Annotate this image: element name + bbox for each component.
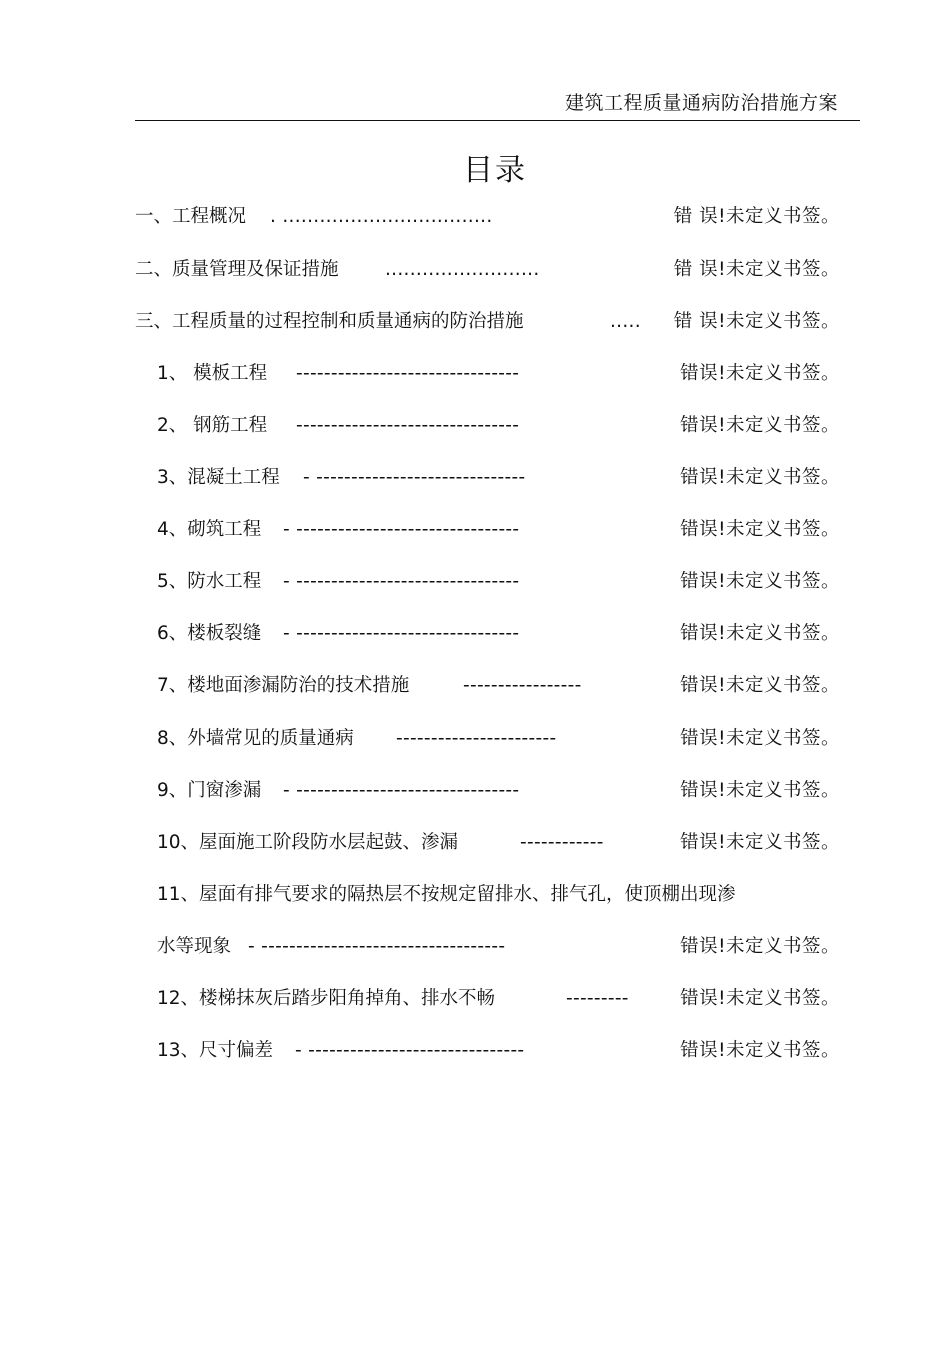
toc-entry-page[interactable]: 错误!未定义书签。 [680,415,840,436]
running-header: 建筑工程质量通病防治措施方案 [564,92,838,114]
toc-entry-page[interactable]: 错误!未定义书签。 [680,832,840,853]
toc-entry-label: 二、质量管理及保证措施 [135,259,339,280]
toc-entry-label: 2、 钢筋工程 [157,415,268,436]
toc-entry-label: 9、门窗渗漏 [157,780,262,801]
toc-entry[interactable] [0,724,950,754]
toc-entry-leader: ......................... [385,259,540,280]
toc-entry-page[interactable]: 错误!未定义书签。 [680,623,840,644]
toc-entry-leader: -------------------------------- [296,415,520,436]
toc-entry-page[interactable]: 错误!未定义书签。 [680,675,840,696]
toc-entry-leader: - -------------------------------- [283,519,520,540]
toc-entry-label: 水等现象 [157,936,232,957]
toc-entry-page[interactable]: 错误!未定义书签。 [680,1040,840,1061]
toc-entry[interactable] [0,671,950,701]
toc-entry-leader: - -------------------------------- [283,571,520,592]
toc-entry-label: 10、屋面施工阶段防水层起鼓、渗漏 [157,832,459,853]
toc-entry[interactable] [0,984,950,1014]
toc-entry-label: 6、楼板裂缝 [157,623,262,644]
toc-entry-page[interactable]: 错误!未定义书签。 [680,780,840,801]
toc-entry-leader: ------------ [520,832,604,853]
toc-entry-label: 11、屋面有排气要求的隔热层不按规定留排水、排气孔，使顶棚出现渗 [157,884,736,905]
toc-entry-label: 7、楼地面渗漏防治的技术措施 [157,675,410,696]
toc-entry-page[interactable]: 错误!未定义书签。 [680,988,840,1009]
toc-title: 目录 [463,153,527,188]
toc-entry-page[interactable]: 错误!未定义书签。 [680,571,840,592]
toc-entry-page[interactable]: 错误!未定义书签。 [680,519,840,540]
toc-entry-leader: - ------------------------------ [303,467,526,488]
toc-entry-label: 8、外墙常见的质量通病 [157,728,354,749]
toc-entry[interactable] [0,932,950,962]
toc-entry-page[interactable]: 错 误!未定义书签。 [673,206,840,227]
toc-entry-wrapped-line[interactable] [0,880,950,910]
toc-entry[interactable] [0,776,950,806]
toc-entry[interactable] [0,255,950,285]
toc-entry-page[interactable]: 错误!未定义书签。 [680,936,840,957]
header-rule [135,120,860,121]
toc-entry-page[interactable]: 错 误!未定义书签。 [673,259,840,280]
toc-entry-label: 12、楼梯抹灰后踏步阳角掉角、排水不畅 [157,988,496,1009]
toc-entry-page[interactable]: 错误!未定义书签。 [680,363,840,384]
toc-entry-page[interactable]: 错误!未定义书签。 [680,728,840,749]
toc-entry-label: 5、防水工程 [157,571,262,592]
toc-entry-label: 一、工程概况 [135,206,247,227]
toc-entry[interactable] [0,359,950,389]
toc-entry-leader: - ------------------------------- [295,1040,525,1061]
toc-entry-leader: --------- [566,988,629,1009]
toc-entry[interactable] [0,1036,950,1066]
toc-entry[interactable] [0,307,950,337]
toc-entry[interactable] [0,619,950,649]
toc-entry-leader: ----------------- [463,675,582,696]
toc-entry-leader: ----------------------- [396,728,557,749]
toc-entry-label: 三、工程质量的过程控制和质量通病的防治措施 [135,311,524,332]
toc-entry[interactable] [0,202,950,232]
toc-entry[interactable] [0,567,950,597]
toc-entry-label: 1、 模板工程 [157,363,268,384]
toc-entry-label: 3、混凝土工程 [157,467,280,488]
toc-entry[interactable] [0,828,950,858]
toc-entry[interactable] [0,515,950,545]
toc-entry-page[interactable]: 错误!未定义书签。 [680,467,840,488]
toc-entry[interactable] [0,411,950,441]
toc-entry-leader: . .................................. [270,206,493,227]
toc-entry-page[interactable]: 错 误!未定义书签。 [673,311,840,332]
toc-entry-label: 4、砌筑工程 [157,519,262,540]
toc-entry[interactable] [0,463,950,493]
toc-entry-leader: - -------------------------------- [283,623,520,644]
toc-entry-leader: ..... [610,311,641,332]
toc-entry-leader: - -------------------------------- [283,780,520,801]
toc-entry-leader: -------------------------------- [296,363,520,384]
toc-entry-leader: - ----------------------------------- [248,936,506,957]
toc-entry-label: 13、尺寸偏差 [157,1040,274,1061]
